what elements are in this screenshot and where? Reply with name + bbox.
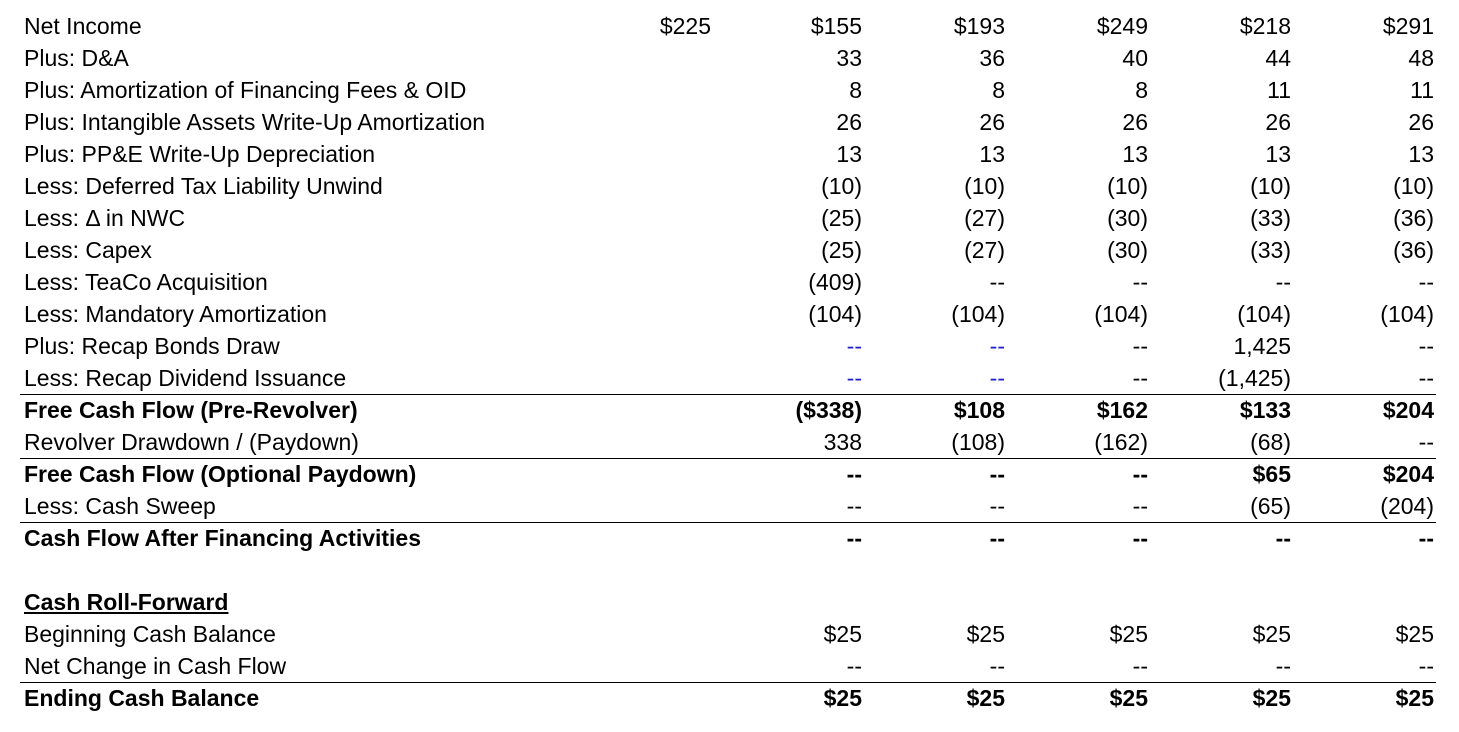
value-cell: $25 xyxy=(1395,685,1434,711)
value-cell: 13 xyxy=(979,141,1005,167)
row-label: Plus: Recap Bonds Draw xyxy=(24,333,280,359)
row-label: Free Cash Flow (Pre-Revolver) xyxy=(24,397,358,423)
value-cell: (409) xyxy=(808,269,862,295)
value-cell: -- xyxy=(989,461,1005,487)
row-plus-da xyxy=(0,42,1459,74)
row-label: Net Change in Cash Flow xyxy=(24,653,287,679)
value-cell: 338 xyxy=(823,429,862,455)
value-cell: -- xyxy=(1418,333,1434,359)
value-cell: (104) xyxy=(1237,301,1291,327)
value-cell: -- xyxy=(1275,269,1291,295)
value-cell: -- xyxy=(1418,429,1434,455)
value-cell: -- xyxy=(1132,653,1148,679)
value-cell: (10) xyxy=(1393,173,1434,199)
value-cell: 36 xyxy=(979,45,1005,71)
value-cell: -- xyxy=(1132,525,1148,551)
value-cell: -- xyxy=(1132,269,1148,295)
value-cell: -- xyxy=(846,525,862,551)
row-label: Plus: D&A xyxy=(24,45,129,71)
value-cell: (10) xyxy=(1250,173,1291,199)
value-cell: -- xyxy=(1418,269,1434,295)
row-net-change-cash xyxy=(0,650,1459,682)
value-cell: (27) xyxy=(964,237,1005,263)
value-cell: (162) xyxy=(1094,429,1148,455)
value-cell: $225 xyxy=(659,13,711,39)
value-cell: -- xyxy=(989,653,1005,679)
value-cell: ($338) xyxy=(795,397,862,423)
row-recap-dividend-issuance xyxy=(0,362,1459,394)
value-cell: 11 xyxy=(1267,77,1291,103)
row-label: Plus: Intangible Assets Write-Up Amortization xyxy=(24,109,486,135)
value-cell: -- xyxy=(989,333,1005,359)
row-label: Beginning Cash Balance xyxy=(24,621,276,647)
value-cell: $155 xyxy=(810,13,862,39)
row-label: Cash Flow After Financing Activities xyxy=(24,525,422,551)
row-label: Ending Cash Balance xyxy=(24,685,260,711)
value-cell: (104) xyxy=(1380,301,1434,327)
value-cell: 11 xyxy=(1410,77,1434,103)
value-cell: 26 xyxy=(1122,109,1148,135)
value-cell: $25 xyxy=(966,621,1005,647)
value-cell: 40 xyxy=(1122,45,1148,71)
value-cell: (30) xyxy=(1107,237,1148,263)
value-cell: -- xyxy=(1132,461,1148,487)
value-cell: 48 xyxy=(1408,45,1434,71)
value-cell: -- xyxy=(846,493,862,519)
value-cell: $218 xyxy=(1239,13,1291,39)
row-recap-bonds-draw xyxy=(0,330,1459,362)
row-label: Plus: Amortization of Financing Fees & OID xyxy=(24,77,467,103)
value-cell: 13 xyxy=(1408,141,1434,167)
value-cell: $204 xyxy=(1382,397,1434,423)
row-change-in-nwc xyxy=(0,202,1459,234)
value-cell: $25 xyxy=(1109,621,1148,647)
row-ending-cash xyxy=(0,682,1459,714)
value-cell: (104) xyxy=(1094,301,1148,327)
row-cash-sweep xyxy=(0,490,1459,522)
value-cell: 26 xyxy=(1408,109,1434,135)
row-label: Less: Recap Dividend Issuance xyxy=(24,365,347,391)
value-cell: $25 xyxy=(823,621,862,647)
value-cell: (10) xyxy=(964,173,1005,199)
value-cell: (25) xyxy=(821,205,862,231)
row-mandatory-amortization xyxy=(0,298,1459,330)
value-cell: $133 xyxy=(1239,397,1291,423)
value-cell: 13 xyxy=(836,141,862,167)
value-cell: $291 xyxy=(1382,13,1434,39)
value-cell: 8 xyxy=(1135,77,1148,103)
value-cell: -- xyxy=(846,333,862,359)
value-cell: -- xyxy=(989,269,1005,295)
value-cell: $193 xyxy=(953,13,1005,39)
row-label: Plus: PP&E Write-Up Depreciation xyxy=(24,141,376,167)
value-cell: $25 xyxy=(966,685,1005,711)
section-title: Cash Roll-Forward xyxy=(24,589,229,615)
value-cell: $25 xyxy=(823,685,862,711)
row-intangible-writeup-amortization xyxy=(0,106,1459,138)
value-cell: (1,425) xyxy=(1218,365,1291,391)
value-cell: -- xyxy=(1132,333,1148,359)
value-cell: $65 xyxy=(1252,461,1291,487)
value-cell: 1,425 xyxy=(1233,333,1291,359)
row-label: Net Income xyxy=(24,13,142,39)
row-fcf-pre-revolver xyxy=(0,394,1459,426)
value-cell: 26 xyxy=(836,109,862,135)
value-cell: 13 xyxy=(1265,141,1291,167)
value-cell: (108) xyxy=(951,429,1005,455)
value-cell: (10) xyxy=(1107,173,1148,199)
value-cell: -- xyxy=(1418,653,1434,679)
value-cell: (27) xyxy=(964,205,1005,231)
row-label: Revolver Drawdown / (Paydown) xyxy=(24,429,359,455)
value-cell: -- xyxy=(846,461,862,487)
value-cell: (36) xyxy=(1393,205,1434,231)
value-cell: (33) xyxy=(1250,205,1291,231)
value-cell: $25 xyxy=(1252,621,1291,647)
section-header-cash-roll-forward xyxy=(0,586,1459,618)
row-label: Less: Cash Sweep xyxy=(24,493,216,519)
value-cell: (33) xyxy=(1250,237,1291,263)
spacer-row xyxy=(0,554,1459,586)
row-net-income xyxy=(0,10,1459,42)
row-label: Free Cash Flow (Optional Paydown) xyxy=(24,461,417,487)
row-revolver-drawdown xyxy=(0,426,1459,458)
value-cell: -- xyxy=(1275,525,1291,551)
value-cell: (104) xyxy=(808,301,862,327)
value-cell: $25 xyxy=(1252,685,1291,711)
value-cell: 44 xyxy=(1265,45,1291,71)
value-cell: (68) xyxy=(1250,429,1291,455)
row-cash-flow-after-financing xyxy=(0,522,1459,554)
value-cell: (10) xyxy=(821,173,862,199)
row-label: Less: TeaCo Acquisition xyxy=(24,269,268,295)
value-cell: -- xyxy=(1418,365,1434,391)
row-beginning-cash xyxy=(0,618,1459,650)
row-deferred-tax-unwind xyxy=(0,170,1459,202)
value-cell: 13 xyxy=(1122,141,1148,167)
value-cell: (30) xyxy=(1107,205,1148,231)
value-cell: -- xyxy=(989,525,1005,551)
row-label: Less: Capex xyxy=(24,237,152,263)
value-cell: -- xyxy=(989,493,1005,519)
value-cell: -- xyxy=(1132,365,1148,391)
value-cell: 26 xyxy=(1265,109,1291,135)
value-cell: (104) xyxy=(951,301,1005,327)
value-cell: -- xyxy=(846,653,862,679)
row-label: Less: Deferred Tax Liability Unwind xyxy=(24,173,383,199)
value-cell: $249 xyxy=(1096,13,1148,39)
value-cell: $204 xyxy=(1382,461,1434,487)
value-cell: -- xyxy=(989,365,1005,391)
row-label: Less: Δ in NWC xyxy=(24,205,186,231)
value-cell: -- xyxy=(1132,493,1148,519)
row-teaco-acquisition xyxy=(0,266,1459,298)
row-capex xyxy=(0,234,1459,266)
value-cell: 8 xyxy=(992,77,1005,103)
value-cell: 8 xyxy=(849,77,862,103)
value-cell: $25 xyxy=(1395,621,1434,647)
value-cell: $25 xyxy=(1109,685,1148,711)
value-cell: (36) xyxy=(1393,237,1434,263)
value-cell: $162 xyxy=(1096,397,1148,423)
value-cell: -- xyxy=(1418,525,1434,551)
row-ppe-writeup-depreciation xyxy=(0,138,1459,170)
value-cell: -- xyxy=(846,365,862,391)
value-cell: $108 xyxy=(953,397,1005,423)
value-cell: (25) xyxy=(821,237,862,263)
value-cell: (65) xyxy=(1250,493,1291,519)
value-cell: 26 xyxy=(979,109,1005,135)
row-label: Less: Mandatory Amortization xyxy=(24,301,327,327)
cash-flow-schedule xyxy=(0,10,1459,714)
value-cell: (204) xyxy=(1380,493,1434,519)
value-cell: 33 xyxy=(836,45,862,71)
value-cell: -- xyxy=(1275,653,1291,679)
row-amortization-financing-fees xyxy=(0,74,1459,106)
row-fcf-optional-paydown xyxy=(0,458,1459,490)
